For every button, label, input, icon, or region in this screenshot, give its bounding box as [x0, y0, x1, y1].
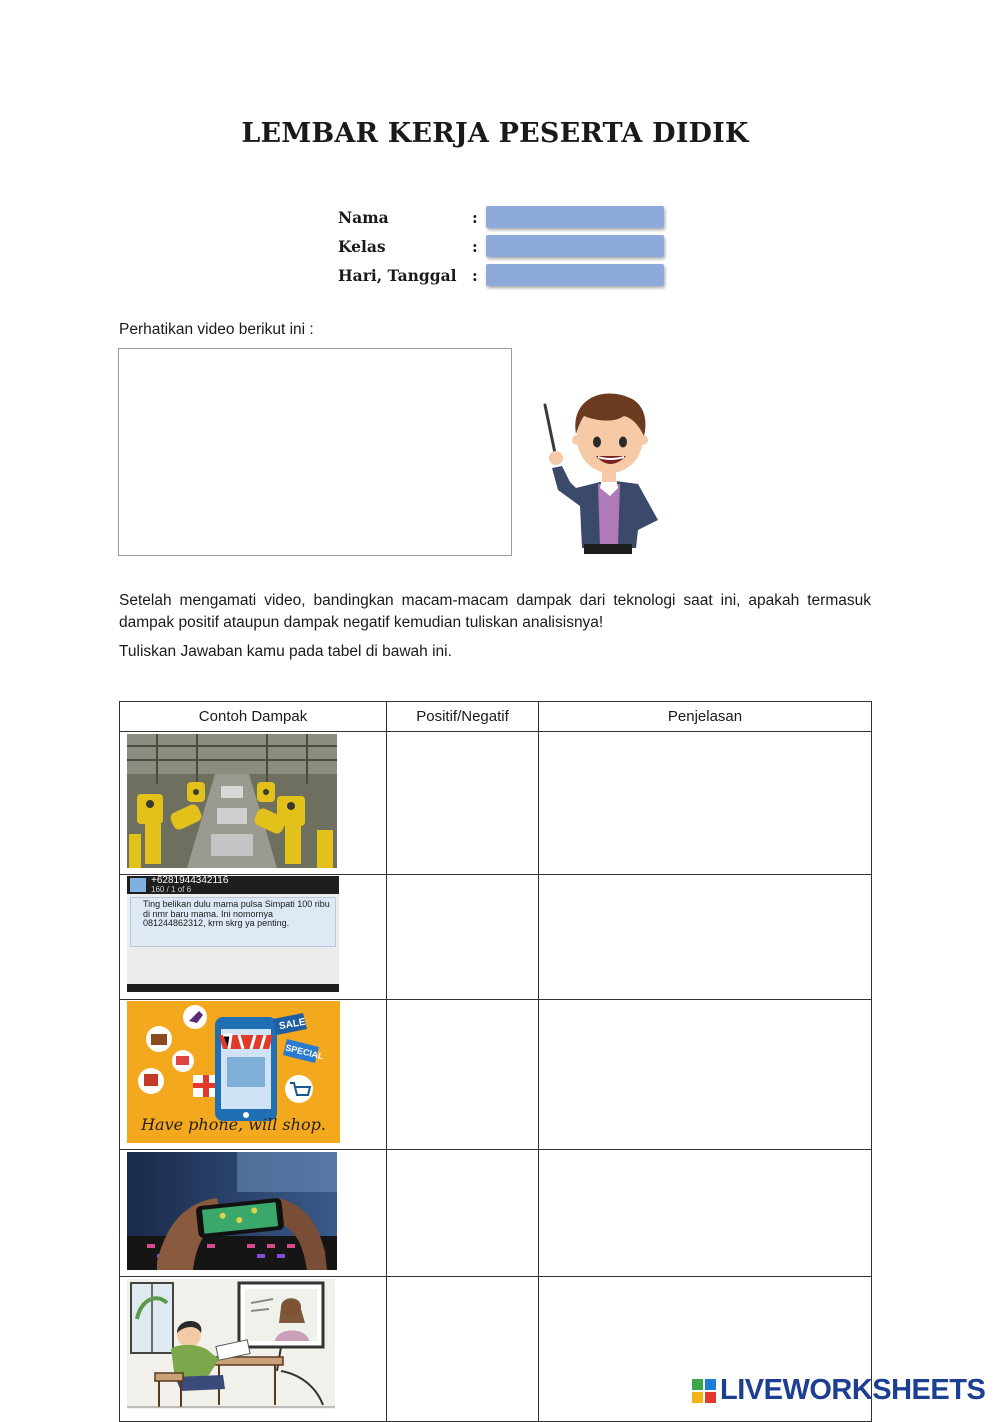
answer-cell[interactable]	[387, 1000, 539, 1150]
kelas-input[interactable]	[486, 235, 664, 257]
answer-cell[interactable]	[387, 732, 539, 875]
sms-number: +6281944342116	[151, 876, 229, 886]
explanation-cell[interactable]	[539, 732, 872, 875]
page-title: LEMBAR KERJA PESERTA DIDIK	[241, 118, 749, 149]
sms-meta: 160 / 1 of 6	[151, 885, 192, 894]
impact-table	[119, 701, 872, 1422]
online-learning-image	[127, 1279, 335, 1409]
table-row	[120, 875, 872, 1000]
table-row	[120, 1150, 872, 1277]
impact-example-cell	[120, 1000, 387, 1150]
video-instruction: Perhatikan video berikut ini :	[119, 321, 314, 338]
mobile-gaming-image	[127, 1152, 337, 1270]
explanation-cell[interactable]	[539, 875, 872, 1000]
sale-tag: SALE	[278, 1016, 307, 1033]
field-label: Hari, Tanggal	[338, 265, 457, 285]
field-colon: :	[472, 207, 478, 227]
nama-input[interactable]	[486, 206, 664, 228]
answer-cell[interactable]	[387, 875, 539, 1000]
impact-example-cell	[120, 875, 387, 1000]
table-instruction: Tuliskan Jawaban kamu pada tabel di bawah ini.	[119, 643, 452, 660]
special-tag: SPECIAL	[284, 1042, 325, 1062]
field-kelas	[338, 233, 664, 259]
column-header: Penjelasan	[539, 702, 872, 732]
explanation-cell[interactable]	[539, 1150, 872, 1277]
contact-avatar-icon	[130, 878, 146, 892]
column-header: Positif/Negatif	[387, 702, 539, 732]
shopping-caption: Have phone, will shop.	[141, 1115, 326, 1134]
impact-example-cell	[120, 732, 387, 875]
field-label: Nama	[338, 207, 389, 227]
table-row	[120, 1000, 872, 1150]
answer-cell[interactable]	[387, 1150, 539, 1277]
impact-example-cell	[120, 1277, 387, 1422]
field-label: Kelas	[338, 236, 386, 256]
answer-cell[interactable]	[387, 1277, 539, 1422]
video-player[interactable]	[118, 348, 512, 556]
impact-example-cell	[120, 1150, 387, 1277]
sms-message: Ting belikan dulu mama pulsa Simpati 100 ribu di nmr baru mama. Ini nomornya 081244862312, krm skrg ya penting.	[130, 897, 336, 947]
liveworksheets-icon	[692, 1379, 716, 1403]
hari-tanggal-input[interactable]	[486, 264, 664, 286]
table-row	[120, 732, 872, 875]
factory-robots-image	[127, 734, 337, 868]
liveworksheets-logo[interactable]	[692, 1374, 985, 1407]
field-colon: :	[472, 265, 478, 285]
instruction-paragraph: Setelah mengamati video, bandingkan macam-macam dampak dari teknologi saat ini, apakah termasuk dampak positif ataupun dampak negatif kemudian tuliskan analisisnya!	[119, 592, 871, 631]
column-header: Contoh Dampak	[120, 702, 387, 732]
sms-scam-image	[127, 876, 339, 992]
explanation-cell[interactable]	[539, 1000, 872, 1150]
teacher-illustration	[540, 388, 664, 556]
online-shopping-image	[127, 1001, 340, 1143]
field-hari-tanggal	[338, 262, 664, 288]
table-header-row	[120, 702, 872, 732]
field-colon: :	[472, 236, 478, 256]
field-nama	[338, 204, 664, 230]
brand-name: LIVEWORKSHEETS	[720, 1374, 986, 1406]
